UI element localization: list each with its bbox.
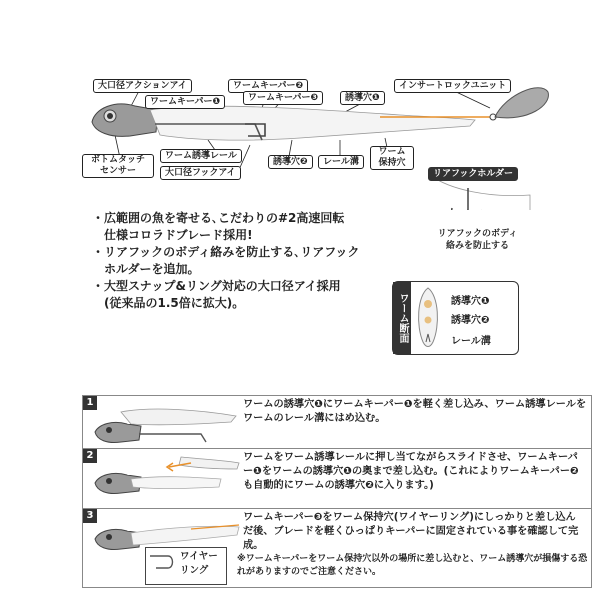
feature-line: ・広範囲の魚を寄せる､こだわりの#2高速回転 bbox=[92, 211, 345, 225]
label-worm-keeper-3: ワームキーパー❸ bbox=[243, 91, 323, 105]
label-rear-hook-holder: リアフックホルダー bbox=[428, 167, 518, 181]
step-2-text: ワームをワーム誘導レールに押し当てながらスライドさせ、ワームキーパー❶をワームの誘導穴❶の奥まで差し込む。(これによりワームキーパー❷も自動的にワームの誘導穴❷に入ります。) bbox=[243, 452, 579, 491]
label-rail-groove: レール溝 bbox=[318, 155, 364, 169]
label-large-hook-eye: 大口径フックアイ bbox=[160, 166, 241, 180]
feature-line: ・大型スナップ&リング対応の大口径アイ採用 bbox=[92, 279, 341, 293]
cross-section-groove: レール溝 bbox=[451, 336, 491, 347]
label-bottom-touch-sensor: ボトムタッチ センサー bbox=[82, 154, 154, 178]
wire-ring-icon bbox=[148, 550, 178, 580]
step-2 bbox=[82, 448, 592, 512]
step-3-text: ワームキーパー❸をワーム保持穴(ワイヤーリング)にしっかりと差し込んだ後、ブレードを軽くひっぱりキーパーに固定されている事を確認して完成。 bbox=[243, 512, 579, 551]
label-insert-lock-unit: インサートロックユニット bbox=[394, 79, 511, 93]
cross-section-hole-1: 誘導穴❶ bbox=[451, 296, 490, 307]
cross-section-title: ワーム断面 bbox=[393, 282, 411, 354]
step-number: 2 bbox=[83, 449, 97, 463]
step-number: 3 bbox=[83, 509, 97, 523]
cross-section-hole-2: 誘導穴❷ bbox=[451, 315, 490, 326]
step-1-illustration bbox=[91, 402, 241, 454]
label-large-action-eye: 大口径アクションアイ bbox=[93, 79, 192, 93]
step-3-note: ※ワームキーパーをワーム保持穴以外の場所に差し込むと、ワーム誘導穴が損傷する恐れがありますのでご注意ください。 bbox=[237, 554, 588, 577]
feature-line: ホルダーを追加｡ bbox=[92, 262, 194, 276]
label-rear-hook-note: リアフックのボディ 絡みを防止する bbox=[437, 229, 518, 251]
step-number: 1 bbox=[83, 396, 97, 410]
feature-line: 仕様コロラドブレード採用! bbox=[92, 228, 253, 242]
label-worm-keeper-2: ワームキーパー❷ bbox=[228, 79, 308, 93]
label-worm-hold-hole: ワーム 保持穴 bbox=[370, 146, 414, 170]
label-worm-guide-rail: ワーム誘導レール bbox=[160, 149, 242, 163]
feature-line: (従来品の1.5倍に拡大)｡ bbox=[92, 296, 239, 310]
step-3 bbox=[82, 508, 592, 588]
label-worm-keeper-1: ワームキーパー❶ bbox=[145, 95, 225, 109]
label-guide-hole-2: 誘導穴❷ bbox=[268, 155, 313, 169]
worm-cross-section-icon bbox=[413, 286, 443, 350]
wire-ring-label: ワイヤー リング bbox=[180, 551, 218, 576]
label-guide-hole-1: 誘導穴❶ bbox=[340, 91, 385, 105]
wire-ring-callout bbox=[145, 547, 227, 585]
cross-section-box bbox=[392, 281, 519, 355]
feature-line: ・リアフックのボディ絡みを防止する､リアフック bbox=[92, 245, 360, 259]
step-1-text: ワームの誘導穴❶にワームキーパー❶を軽く差し込み、ワーム誘導レールをワームのレール溝にはめ込む。 bbox=[243, 399, 587, 424]
step-2-illustration bbox=[91, 453, 241, 509]
